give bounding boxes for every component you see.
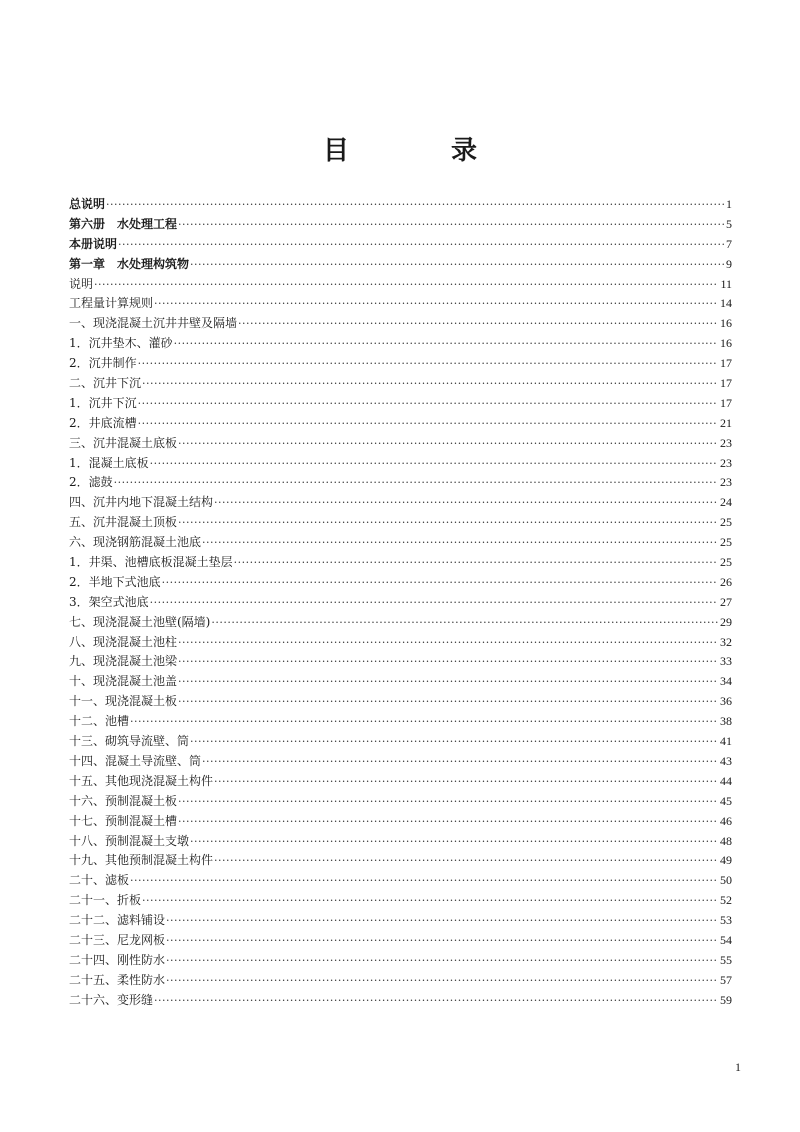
- toc-leader-dots: [142, 374, 718, 394]
- toc-leader-dots: [138, 394, 718, 414]
- toc-entry-label: 十四、混凝土导流壁、筒: [69, 753, 202, 768]
- toc-entry-label: 1．沉井垫木、灌砂: [69, 336, 173, 351]
- toc-entry-page: 36: [720, 694, 732, 709]
- toc-entry-page: 1: [726, 197, 732, 211]
- toc-entry-page: 26: [720, 574, 732, 589]
- toc-entry-page: 55: [720, 952, 732, 967]
- toc-entry[interactable]: [69, 513, 732, 533]
- toc-entry-page: 41: [720, 734, 732, 749]
- toc-entry[interactable]: [69, 613, 732, 633]
- toc-leader-dots: [150, 454, 718, 474]
- toc-leader-dots: [118, 235, 724, 255]
- toc-leader-dots: [166, 951, 718, 971]
- toc-entry-page: 5: [726, 216, 732, 231]
- toc-entry-page: 33: [720, 654, 732, 669]
- toc-entry-page: 25: [720, 555, 732, 570]
- toc-entry-label: 二十六、变形缝: [69, 992, 154, 1007]
- toc-entry-page: 23: [720, 435, 732, 450]
- toc-leader-dots: [214, 851, 718, 871]
- toc-entry-page: 25: [720, 535, 732, 550]
- toc-entry-page: 38: [720, 714, 732, 729]
- toc-leader-dots: [178, 434, 718, 454]
- toc-entry-label: 二、沉井下沉: [69, 376, 142, 391]
- toc-entry-label: 十六、预制混凝土板: [69, 793, 178, 808]
- toc-entry[interactable]: [69, 672, 732, 692]
- toc-entry[interactable]: [69, 812, 732, 832]
- toc-entry-page: 57: [720, 972, 732, 987]
- toc-leader-dots: [190, 732, 718, 752]
- toc-entry-page: 53: [720, 913, 732, 928]
- toc-leader-dots: [178, 792, 718, 812]
- toc-entry-label: 工程量计算规则: [69, 296, 154, 311]
- toc-entry-label: 十九、其他预制混凝土构件: [69, 853, 214, 868]
- toc-entry[interactable]: [69, 275, 732, 295]
- toc-leader-dots: [138, 354, 718, 374]
- toc-entry-label: 十五、其他现浇混凝土构件: [69, 773, 214, 788]
- table-of-contents: [69, 195, 732, 1011]
- toc-entry-label: 1．井渠、池槽底板混凝土垫层: [69, 555, 233, 570]
- toc-entry-page: 23: [720, 455, 732, 470]
- toc-entry-page: 23: [720, 475, 732, 490]
- toc-entry[interactable]: [69, 493, 732, 513]
- toc-entry-label: 一、现浇混凝土沉井井壁及隔墙: [69, 316, 238, 331]
- toc-entry-page: 17: [720, 356, 732, 371]
- toc-entry-page: 34: [720, 674, 732, 689]
- toc-entry[interactable]: [69, 851, 732, 871]
- toc-entry[interactable]: [69, 732, 732, 752]
- toc-entry-label: 六、现浇钢筋混凝土池底: [69, 535, 202, 550]
- toc-leader-dots: [166, 971, 718, 991]
- toc-entry[interactable]: [69, 891, 732, 911]
- toc-leader-dots: [178, 672, 718, 692]
- toc-entry-label: 二十五、柔性防水: [69, 972, 166, 987]
- toc-entry-page: 25: [720, 515, 732, 530]
- toc-leader-dots: [190, 832, 718, 852]
- toc-entry[interactable]: [69, 215, 732, 235]
- toc-entry-label: 二十二、滤料铺设: [69, 913, 166, 928]
- toc-leader-dots: [94, 275, 718, 295]
- toc-leader-dots: [214, 493, 718, 513]
- toc-entry[interactable]: [69, 911, 732, 931]
- toc-leader-dots: [202, 752, 718, 772]
- toc-leader-dots: [130, 871, 718, 891]
- toc-entry-label: 十一、现浇混凝土板: [69, 694, 178, 709]
- toc-entry-page: 59: [720, 992, 732, 1007]
- toc-entry[interactable]: [69, 792, 732, 812]
- toc-entry-page: 21: [720, 415, 732, 430]
- toc-leader-dots: [138, 414, 718, 434]
- toc-leader-dots: [114, 473, 718, 493]
- toc-entry-page: 17: [720, 376, 732, 391]
- toc-entry-label: 三、沉井混凝土底板: [69, 435, 178, 450]
- toc-entry[interactable]: [69, 832, 732, 852]
- toc-entry-label: 第一章 水处理构筑物: [69, 256, 190, 271]
- toc-entry-page: 43: [720, 753, 732, 768]
- toc-entry-page: 54: [720, 932, 732, 947]
- toc-leader-dots: [178, 215, 724, 235]
- toc-entry-label: 二十一、折板: [69, 893, 142, 908]
- toc-entry[interactable]: [69, 931, 732, 951]
- toc-entry-label: 说明: [69, 276, 94, 291]
- toc-entry[interactable]: [69, 971, 732, 991]
- toc-entry[interactable]: [69, 772, 732, 792]
- page-number: 1: [735, 1060, 741, 1074]
- toc-leader-dots: [234, 553, 718, 573]
- toc-entry-page: 44: [720, 773, 732, 788]
- toc-entry[interactable]: [69, 454, 732, 474]
- toc-entry[interactable]: [69, 533, 732, 553]
- toc-entry-label: 二十三、尼龙网板: [69, 932, 166, 947]
- toc-leader-dots: [130, 712, 718, 732]
- toc-entry[interactable]: [69, 871, 732, 891]
- toc-entry-page: 16: [720, 336, 732, 351]
- page-title: 目 录: [322, 136, 515, 166]
- toc-entry[interactable]: [69, 473, 732, 493]
- toc-entry[interactable]: [69, 394, 732, 414]
- toc-entry-label: 十二、池槽: [69, 714, 130, 729]
- toc-entry[interactable]: [69, 712, 732, 732]
- toc-entry-page: 9: [726, 256, 732, 271]
- toc-entry-page: 48: [720, 833, 732, 848]
- toc-entry-page: 11: [720, 276, 732, 291]
- toc-entry[interactable]: [69, 752, 732, 772]
- toc-leader-dots: [174, 334, 718, 354]
- toc-entry-label: 七、现浇混凝土池壁(隔墙): [69, 614, 211, 629]
- toc-entry-page: 16: [720, 316, 732, 331]
- toc-entry-label: 四、沉井内地下混凝土结构: [69, 495, 214, 510]
- toc-leader-dots: [154, 991, 718, 1011]
- toc-entry-label: 3．架空式池底: [69, 594, 149, 609]
- toc-entry[interactable]: [69, 573, 732, 593]
- toc-entry-page: 24: [720, 495, 732, 510]
- toc-leader-dots: [142, 891, 718, 911]
- toc-leader-dots: [211, 613, 718, 633]
- toc-entry-label: 第六册 水处理工程: [69, 216, 178, 231]
- toc-entry-label: 总说明: [69, 197, 106, 211]
- toc-entry-page: 17: [720, 395, 732, 410]
- toc-entry[interactable]: [69, 374, 732, 394]
- toc-leader-dots: [190, 255, 724, 275]
- toc-entry[interactable]: [69, 434, 732, 454]
- toc-leader-dots: [178, 513, 718, 533]
- toc-entry[interactable]: [69, 951, 732, 971]
- toc-leader-dots: [162, 573, 718, 593]
- toc-leader-dots: [106, 195, 724, 215]
- toc-entry[interactable]: [69, 652, 732, 672]
- toc-entry-label: 本册说明: [69, 236, 118, 251]
- toc-entry-page: 27: [720, 594, 732, 609]
- toc-leader-dots: [214, 772, 718, 792]
- toc-entry-label: 十七、预制混凝土槽: [69, 813, 178, 828]
- toc-entry-page: 14: [720, 296, 732, 311]
- toc-entry[interactable]: [69, 334, 732, 354]
- toc-leader-dots: [238, 314, 718, 334]
- toc-entry-label: 二十四、刚性防水: [69, 952, 166, 967]
- toc-entry-label: 十三、砌筑导流壁、筒: [69, 734, 190, 749]
- toc-entry[interactable]: [69, 593, 732, 613]
- toc-entry-page: 49: [720, 853, 732, 868]
- toc-entry-label: 五、沉井混凝土顶板: [69, 515, 178, 530]
- toc-entry-page: 32: [720, 634, 732, 649]
- toc-entry-page: 7: [726, 236, 732, 251]
- toc-entry-label: 二十、滤板: [69, 873, 130, 888]
- toc-leader-dots: [178, 633, 718, 653]
- toc-entry-page: 46: [720, 813, 732, 828]
- toc-entry[interactable]: [69, 553, 732, 573]
- toc-leader-dots: [166, 911, 718, 931]
- toc-leader-dots: [154, 294, 718, 314]
- toc-entry[interactable]: [69, 354, 732, 374]
- toc-entry[interactable]: [69, 692, 732, 712]
- toc-entry[interactable]: [69, 991, 732, 1011]
- toc-entry[interactable]: [69, 294, 732, 314]
- toc-entry[interactable]: [69, 414, 732, 434]
- toc-entry-label: 2．滤鼓: [69, 475, 113, 490]
- toc-leader-dots: [178, 692, 718, 712]
- toc-entry[interactable]: [69, 235, 732, 255]
- toc-entry-label: 十、现浇混凝土池盖: [69, 674, 178, 689]
- toc-entry-label: 十八、预制混凝土支墩: [69, 833, 190, 848]
- toc-entry-page: 45: [720, 793, 732, 808]
- toc-entry-label: 1．混凝土底板: [69, 455, 149, 470]
- toc-entry[interactable]: [69, 314, 732, 334]
- toc-leader-dots: [202, 533, 718, 553]
- toc-entry[interactable]: [69, 195, 732, 215]
- toc-entry-page: 52: [720, 893, 732, 908]
- toc-entry-page: 29: [720, 614, 732, 629]
- toc-leader-dots: [178, 812, 718, 832]
- toc-entry-page: 50: [720, 873, 732, 888]
- toc-entry-label: 2．半地下式池底: [69, 574, 161, 589]
- toc-leader-dots: [150, 593, 718, 613]
- toc-entry[interactable]: [69, 255, 732, 275]
- toc-leader-dots: [166, 931, 718, 951]
- toc-entry-label: 八、现浇混凝土池柱: [69, 634, 178, 649]
- toc-entry-label: 1．沉井下沉: [69, 395, 137, 410]
- toc-leader-dots: [178, 652, 718, 672]
- toc-entry-label: 2．沉井制作: [69, 356, 137, 371]
- toc-entry[interactable]: [69, 633, 732, 653]
- toc-entry-label: 2．井底流槽: [69, 415, 137, 430]
- toc-entry-label: 九、现浇混凝土池梁: [69, 654, 178, 669]
